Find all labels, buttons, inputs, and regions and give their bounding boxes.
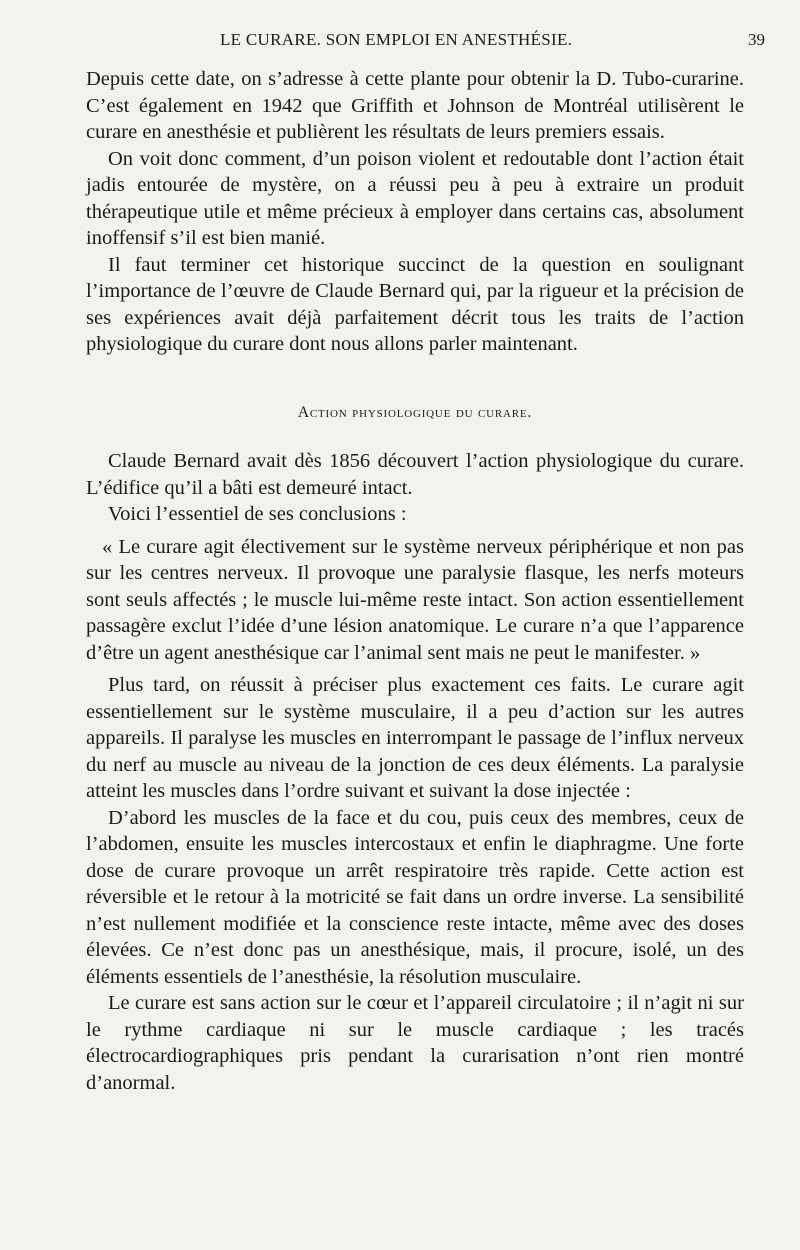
- body-text: [86, 66, 744, 1096]
- page-number: 39: [748, 30, 765, 49]
- quote-paragraph: « Le curare agit électivement sur le système nerveux périphérique et non pas sur les centres nerveux. Il provoque une paralysie flasque, les nerfs moteurs sont seuls affectés ; le muscle lui-même reste intact. Son action essentiellement passagère exclut l’idée d’une lésion anatomique. Le curare n’a que l’apparence d’être un agent anesthésique car l’animal sent mais ne peut le manifester. »: [86, 535, 744, 664]
- paragraph: Il faut terminer cet historique succinct de la question en soulignant l’importance de l’œuvre de Claude Bernard qui, par la rigueur et la précision de ses expériences avait déjà parfaitement décrit tous les traits de l’action physiologique du curare dont nous allons parler maintenant.: [86, 253, 744, 355]
- section-heading: Action physiologique du curare.: [297, 403, 533, 421]
- paragraph: D’abord les muscles de la face et du cou, puis ceux des membres, ceux de l’abdomen, ensuite les muscles intercostaux et enfin le diaphragme. Une forte dose de curare provoque un arrêt respiratoire très rapide. Cette action est réversible et le retour à la motricité se fait dans un ordre inverse. La sensibilité n’est nullement modifiée et la conscience reste intacte, même avec des doses élevées. Ce n’est donc pas un anesthésique, mais, il procure, isolé, un des éléments essentiels de l’anesthésie, la résolution musculaire.: [86, 806, 744, 988]
- running-head: LE CURARE. SON EMPLOI EN ANESTHÉSIE.: [220, 30, 573, 49]
- paragraph: Voici l’essentiel de ses conclusions :: [108, 503, 407, 525]
- paragraph: Claude Bernard avait dès 1856 découvert l’action physiologique du curare. L’édifice qu’il a bâti est demeuré intact.: [86, 450, 744, 499]
- paragraph: Depuis cette date, on s’adresse à cette plante pour obtenir la D. Tubo-curarine. C’est également en 1942 que Griffith et Johnson de Montréal utilisèrent le curare en anesthésie et publièrent les résultats de leurs premiers essais.: [86, 68, 744, 143]
- paragraph: On voit donc comment, d’un poison violent et redoutable dont l’action était jadis entourée de mystère, on a réussi peu à peu à extraire un produit thérapeutique utile et même précieux à employer dans certains cas, absolument inoffensif s’il est bien manié.: [86, 147, 744, 249]
- paragraph: Le curare est sans action sur le cœur et l’appareil circulatoire ; il n’agit ni sur le rythme cardiaque ni sur le muscle cardiaque ; les tracés électrocardiographiques pris pendant la curarisation n’ont rien montré d’anormal.: [86, 992, 744, 1094]
- paragraph: Plus tard, on réussit à préciser plus exactement ces faits. Le curare agit essentiellement sur le système musculaire, il a peu d’action sur les autres appareils. Il paralyse les muscles en interrompant le passage de l’influx nerveux du nerf au muscle au niveau de la jonction de ces deux éléments. La paralysie atteint les muscles dans l’ordre suivant et suivant la dose injectée :: [86, 674, 744, 802]
